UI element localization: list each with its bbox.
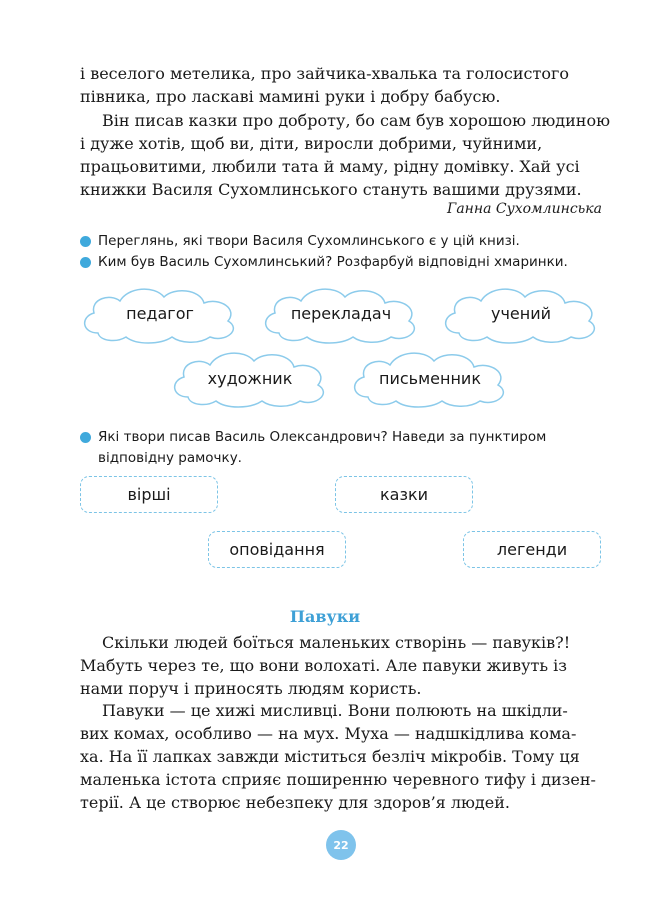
bullet-icon [80,257,91,268]
cloud-khudozhnyk[interactable] [166,347,334,409]
cloud-pedagog[interactable] [76,283,244,345]
cloud-label: перекладач [290,304,392,323]
cloud-perekladach[interactable] [257,283,425,345]
cloud-uchenyi[interactable] [437,283,605,345]
intro-paragraph-1 [80,62,602,108]
cloud-label: письменник [379,369,481,388]
text-line: і дуже хотів, щоб ви, діти, виросли добрими, чуйними, [80,134,543,153]
story-paragraph-2 [80,699,602,814]
cloud-label: учений [490,304,552,323]
cloud-label: педагог [126,304,194,323]
frame-opovidannia[interactable]: оповідання [208,531,346,568]
text-line: Скільки людей боїться маленьких створінь — павуків?! [102,633,571,652]
text-line: терії. А це створює небезпеку для здоров’я людей. [80,793,510,812]
task-item [80,231,610,252]
task-text: Які твори писав Василь Олександрович? Наведи за пунктиром відповідну рамочку. [98,429,547,466]
task-text: Переглянь, які твори Василя Сухомлинського є у цій книзі. [98,233,520,249]
text-line: книжки Василя Сухомлинського стануть вашими друзями. [80,180,582,199]
text-line: Мабуть через те, що вони волохаті. Але павуки живуть із [80,656,567,675]
intro-paragraph-2 [80,109,611,201]
text-line: Павуки — це хижі мисливці. Вони полюють на шкідли- [102,701,568,720]
text-line: Він писав казки про доброту, бо сам був хорошою людиною [102,111,611,130]
text-line: і веселого метелика, про зайчика-хвалька та голосистого [80,64,569,83]
author-signature: Ганна Сухомлинська [447,201,602,217]
story-paragraph-1 [80,631,602,700]
text-line: ха. На її лапках завжди міститься безліч мікробів. Тому ця [80,747,580,766]
cloud-label: художник [207,369,293,388]
text-line: маленька істота сприяє поширенню черевного тифу і дизен- [80,770,596,789]
frame-kazky[interactable]: казки [335,476,473,513]
task-item [80,427,604,469]
page-number-badge: 22 [326,830,356,860]
story-title: Павуки [289,607,361,626]
text-line: півника, про ласкаві мамині руки і добру бабусю. [80,87,501,106]
text-line: працьовитими, любили тата й маму, рідну домівку. Хай усі [80,157,580,176]
bullet-icon [80,432,91,443]
cloud-pysmennyk[interactable] [346,347,514,409]
text-line: нами поруч і приносять людям користь. [80,679,422,698]
task-item [80,252,610,273]
text-line: вих комах, особливо — на мух. Муха — надшкідлива кома- [80,724,577,743]
frame-lehendy[interactable]: легенди [463,531,601,568]
frame-virshi[interactable]: вірші [80,476,218,513]
bullet-icon [80,236,91,247]
task-text: Ким був Василь Сухомлинський? Розфарбуй відповідні хмаринки. [98,254,568,270]
